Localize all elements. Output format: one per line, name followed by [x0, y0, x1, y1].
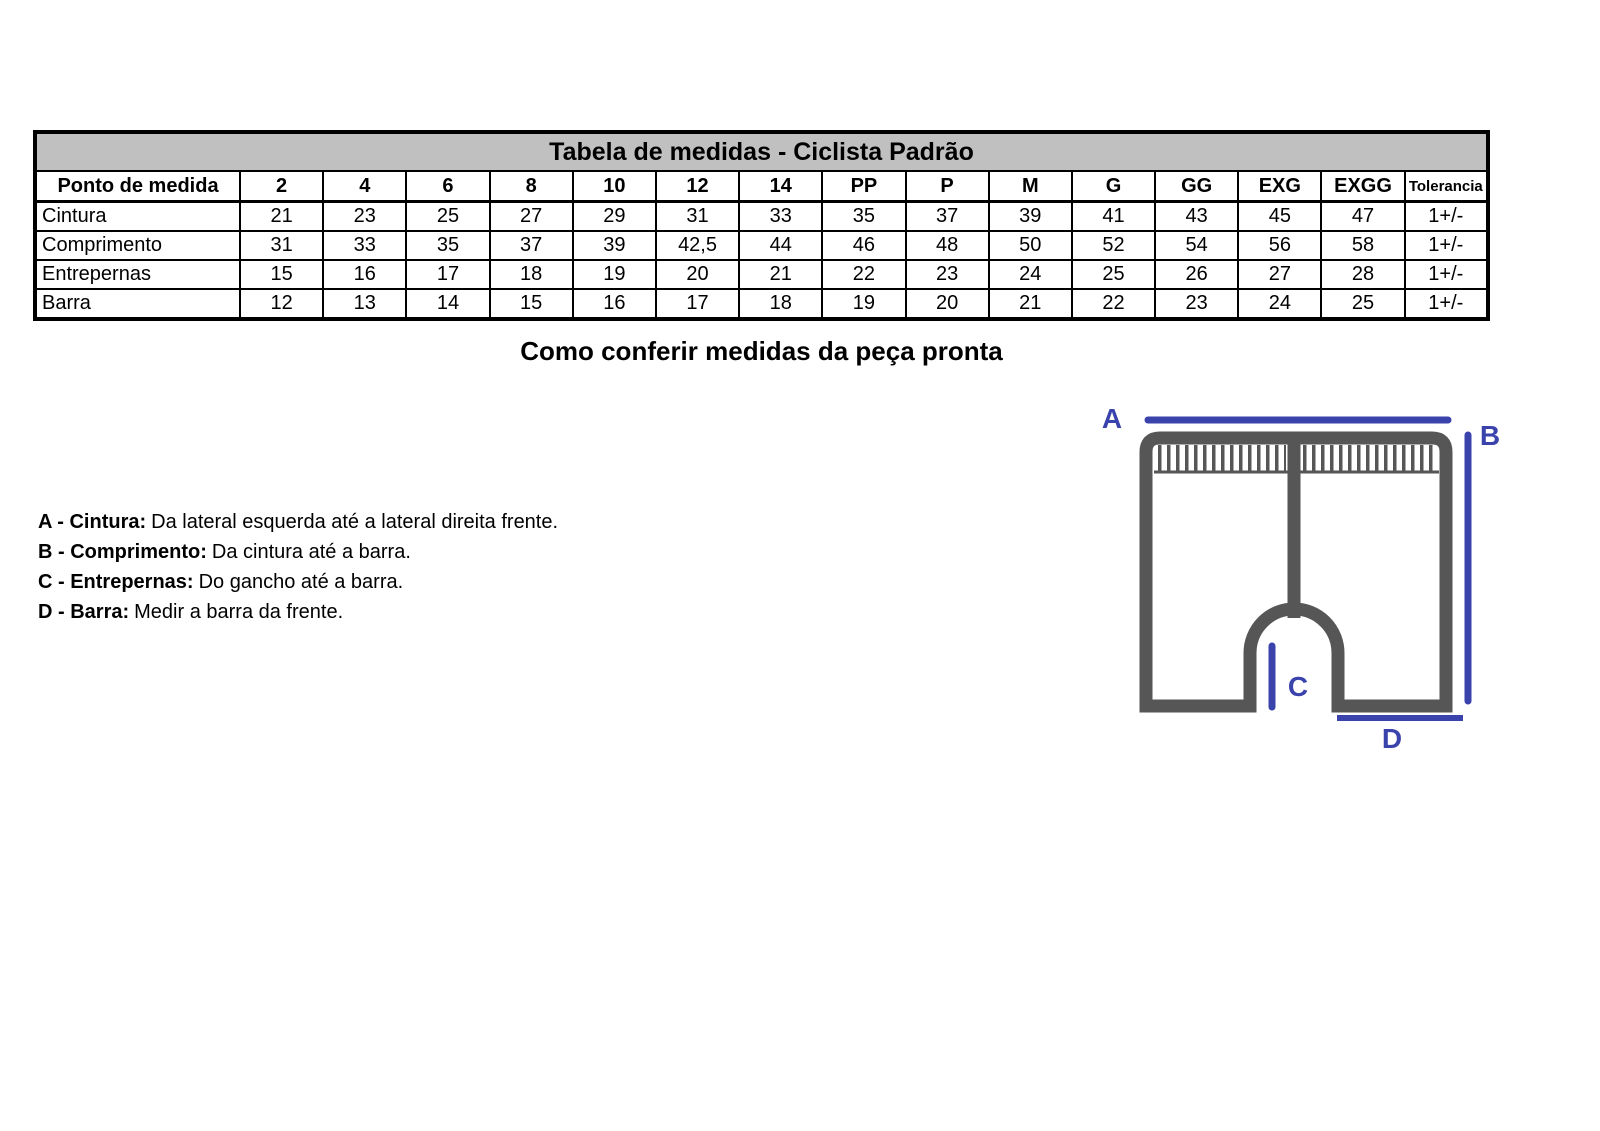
column-header: 4: [323, 171, 406, 202]
table-cell: 25: [406, 202, 489, 232]
table-cell: 31: [656, 202, 739, 232]
table-cell-tolerance: 1+/-: [1405, 289, 1488, 319]
label-d: D: [1381, 723, 1403, 754]
table-cell: 44: [739, 231, 822, 260]
table-cell-tolerance: 1+/-: [1405, 202, 1488, 232]
size-table: [33, 130, 1490, 321]
table-cell: 18: [490, 260, 573, 289]
table-row: [35, 231, 1488, 260]
column-header: M: [989, 171, 1072, 202]
label-b: B: [1479, 420, 1501, 451]
table-cell: 37: [906, 202, 989, 232]
table-cell: 16: [573, 289, 656, 319]
column-header: 2: [240, 171, 323, 202]
column-header: 6: [406, 171, 489, 202]
table-cell: 17: [656, 289, 739, 319]
column-header: 14: [739, 171, 822, 202]
table-cell: 22: [1072, 289, 1155, 319]
table-cell: 17: [406, 260, 489, 289]
table-title: Tabela de medidas - Ciclista Padrão: [35, 132, 1488, 171]
table-cell: 37: [490, 231, 573, 260]
table-cell: 50: [989, 231, 1072, 260]
column-header: EXGG: [1321, 171, 1404, 202]
label-c: C: [1287, 671, 1309, 702]
table-title-row: [35, 132, 1488, 171]
table-cell: 26: [1155, 260, 1238, 289]
table-cell: 39: [573, 231, 656, 260]
table-cell: 27: [1238, 260, 1321, 289]
table-cell: 48: [906, 231, 989, 260]
table-cell: 24: [1238, 289, 1321, 319]
row-label: Entrepernas: [35, 260, 240, 289]
column-header-tolerance: Tolerancia: [1405, 171, 1488, 202]
column-header: Ponto de medida: [35, 171, 240, 202]
table-row: [35, 260, 1488, 289]
table-cell: 12: [240, 289, 323, 319]
table-cell: 35: [822, 202, 905, 232]
table-cell: 45: [1238, 202, 1321, 232]
table-cell: 35: [406, 231, 489, 260]
table-row: [35, 202, 1488, 232]
column-header: G: [1072, 171, 1155, 202]
legend-term: B - Comprimento:: [38, 541, 207, 563]
table-cell: 31: [240, 231, 323, 260]
legend-description: Do gancho até a barra.: [198, 571, 404, 593]
measurement-legend: [38, 507, 558, 627]
table-cell: 20: [906, 289, 989, 319]
legend-item-d: [38, 597, 558, 627]
table-cell: 16: [323, 260, 406, 289]
legend-description: Da lateral esquerda até a lateral direita frente.: [151, 511, 559, 533]
column-header: 8: [490, 171, 573, 202]
shorts-diagram-svg: [1080, 390, 1510, 775]
table-cell: 15: [490, 289, 573, 319]
table-cell: 58: [1321, 231, 1404, 260]
column-header: 10: [573, 171, 656, 202]
table-cell: 46: [822, 231, 905, 260]
table-cell: 33: [323, 231, 406, 260]
column-header: 12: [656, 171, 739, 202]
legend-item-a: [38, 507, 558, 537]
table-cell: 47: [1321, 202, 1404, 232]
column-header: P: [906, 171, 989, 202]
legend-item-b: [38, 537, 558, 567]
label-a: A: [1101, 403, 1123, 434]
table-cell: 21: [989, 289, 1072, 319]
table-cell: 19: [822, 289, 905, 319]
table-cell: 23: [906, 260, 989, 289]
table-cell: 24: [989, 260, 1072, 289]
legend-term: A - Cintura:: [38, 511, 147, 533]
table-cell: 33: [739, 202, 822, 232]
column-header: PP: [822, 171, 905, 202]
table-cell: 27: [490, 202, 573, 232]
table-cell: 21: [240, 202, 323, 232]
row-label: Barra: [35, 289, 240, 319]
table-cell: 14: [406, 289, 489, 319]
legend-item-c: [38, 567, 558, 597]
table-cell: 18: [739, 289, 822, 319]
section-heading: Como conferir medidas da peça pronta: [520, 336, 1003, 366]
table-cell: 25: [1321, 289, 1404, 319]
table-cell: 52: [1072, 231, 1155, 260]
column-header: EXG: [1238, 171, 1321, 202]
table-row: [35, 289, 1488, 319]
table-cell: 15: [240, 260, 323, 289]
legend-term: C - Entrepernas:: [38, 571, 194, 593]
table-cell-tolerance: 1+/-: [1405, 260, 1488, 289]
table-cell: 39: [989, 202, 1072, 232]
table-cell: 29: [573, 202, 656, 232]
table-cell: 43: [1155, 202, 1238, 232]
table-cell: 28: [1321, 260, 1404, 289]
row-label: Cintura: [35, 202, 240, 232]
legend-description: Medir a barra da frente.: [134, 601, 344, 623]
table-cell: 54: [1155, 231, 1238, 260]
legend-term: D - Barra:: [38, 601, 130, 623]
table-cell: 21: [739, 260, 822, 289]
table-cell: 22: [822, 260, 905, 289]
table-cell: 23: [1155, 289, 1238, 319]
table-cell: 56: [1238, 231, 1321, 260]
table-cell: 25: [1072, 260, 1155, 289]
table-header-row: [35, 171, 1488, 202]
column-header: GG: [1155, 171, 1238, 202]
table-cell: 19: [573, 260, 656, 289]
row-label: Comprimento: [35, 231, 240, 260]
table-cell: 23: [323, 202, 406, 232]
shorts-diagram: [1080, 390, 1510, 775]
table-cell-tolerance: 1+/-: [1405, 231, 1488, 260]
legend-description: Da cintura até a barra.: [211, 541, 411, 563]
table-cell: 41: [1072, 202, 1155, 232]
table-cell: 13: [323, 289, 406, 319]
table-cell: 42,5: [656, 231, 739, 260]
table-cell: 20: [656, 260, 739, 289]
